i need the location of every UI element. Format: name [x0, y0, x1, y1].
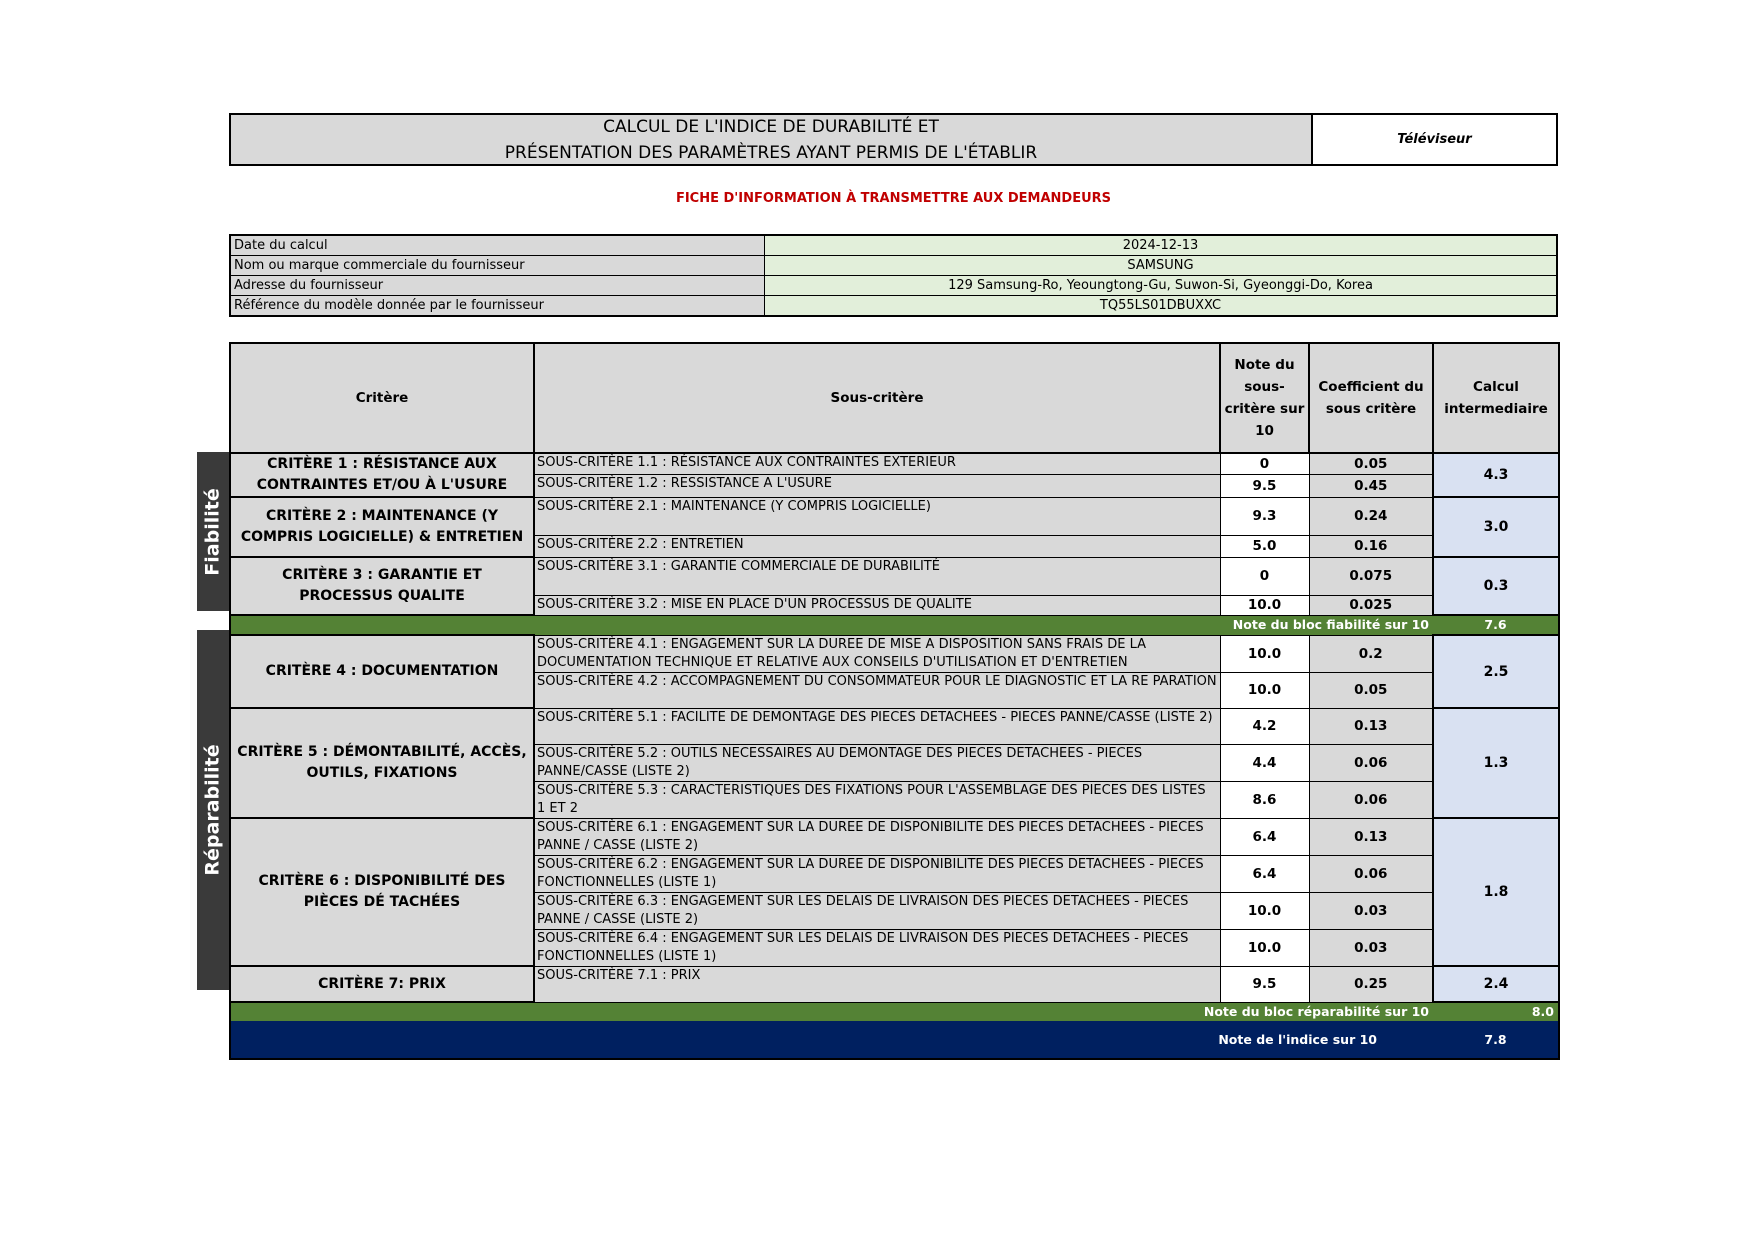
col-header-critere: Critère	[230, 343, 534, 453]
subcriterion-note: 8.6	[1220, 781, 1309, 818]
info-label: Date du calcul	[230, 235, 765, 256]
document-header	[229, 113, 1558, 166]
subcriterion-coef: 0.45	[1309, 474, 1433, 497]
section-fiabilite-label	[197, 452, 229, 611]
col-header-calc: Calcul intermediaire	[1433, 343, 1559, 453]
criterion-name: CRITÈRE 6 : DISPONIBILITÉ DES PIÈCES DÉ TACHÉES	[230, 818, 534, 966]
subcriterion-coef: 0.03	[1309, 892, 1433, 929]
table-row	[230, 453, 1559, 474]
info-value: 2024-12-13	[765, 235, 1558, 256]
col-header-sous-critere: Sous-critère	[534, 343, 1220, 453]
section-reparabilite-label	[197, 630, 229, 990]
subcriterion-note: 4.2	[1220, 708, 1309, 744]
col-header-coef: Coefficient du sous critère	[1309, 343, 1433, 453]
criterion-name: CRITÈRE 2 : MAINTENANCE (Y COMPRIS LOGICIELLE) & ENTRETIEN	[230, 497, 534, 557]
subcriterion-label: SOUS-CRITÈRE 1.2 : RESSISTANCE A L'USURE	[534, 474, 1220, 497]
criterion-calc: 3.0	[1433, 497, 1559, 557]
table-row	[230, 497, 1559, 535]
subcriterion-label: SOUS-CRITÈRE 1.1 : RÉSISTANCE AUX CONTRAINTES EXTERIEUR	[534, 453, 1220, 474]
document-subtitle: FICHE D'INFORMATION À TRANSMETTRE AUX DEMANDEURS	[675, 191, 1112, 206]
table-row	[230, 966, 1559, 1002]
section-reparabilite-text: Réparabilité	[202, 744, 224, 876]
index-value: 7.8	[1433, 1021, 1559, 1059]
subcriterion-note: 0	[1220, 557, 1309, 595]
subcriterion-label: SOUS-CRITÈRE 4.1 : ENGAGEMENT SUR LA DUREE DE MISE A DISPOSITION SANS FRAIS DE LA DOCUMENTATION TECHNIQUE ET RELATIVE AUX CONSEILS D'UTILISATION ET D'ENTRETIEN	[534, 635, 1220, 672]
subcriterion-label: SOUS-CRITÈRE 3.2 : MISE EN PLACE D'UN PROCESSUS DE QUALITE	[534, 595, 1220, 615]
criterion-name: CRITÈRE 7: PRIX	[230, 966, 534, 1002]
durability-index-table	[229, 342, 1560, 1060]
info-value: SAMSUNG	[765, 256, 1558, 276]
index-row	[230, 1021, 1559, 1059]
criterion-calc: 2.4	[1433, 966, 1559, 1002]
criterion-name: CRITÈRE 1 : RÉSISTANCE AUX CONTRAINTES ET/OU À L'USURE	[230, 453, 534, 497]
subcriterion-label: SOUS-CRITÈRE 6.3 : ENGAGEMENT SUR LES DELAIS DE LIVRAISON DES PIECES DETACHEES - PIECES PANNE / CASSE (LISTE 2)	[534, 892, 1220, 929]
subcriterion-note: 6.4	[1220, 855, 1309, 892]
table-row	[230, 708, 1559, 744]
subcriterion-label: SOUS-CRITÈRE 6.1 : ENGAGEMENT SUR LA DUREE DE DISPONIBILITE DES PIECES DETACHEES - PIECES PANNE / CASSE (LISTE 2)	[534, 818, 1220, 855]
subcriterion-label: SOUS-CRITÈRE 6.4 : ENGAGEMENT SUR LES DELAIS DE LIVRAISON DES PIECES DETACHEES - PIECES FONCTIONNELLES (LISTE 1)	[534, 929, 1220, 966]
subcriterion-label: SOUS-CRITÈRE 5.2 : OUTILS NECESSAIRES AU DEMONTAGE DES PIECES DETACHEES - PIECES PANNE/CASSE (LISTE 2)	[534, 744, 1220, 781]
info-label: Nom ou marque commerciale du fournisseur	[230, 256, 765, 276]
index-label: Note de l'indice sur 10	[230, 1021, 1433, 1059]
subcriterion-label: SOUS-CRITÈRE 7.1 : PRIX	[534, 966, 1220, 1002]
subcriterion-label: SOUS-CRITÈRE 6.2 : ENGAGEMENT SUR LA DUREE DE DISPONIBILITE DES PIECES DETACHEES - PIECES FONCTIONNELLES (LISTE 1)	[534, 855, 1220, 892]
subcriterion-note: 10.0	[1220, 595, 1309, 615]
subcriterion-coef: 0.13	[1309, 708, 1433, 744]
info-value: 129 Samsung-Ro, Yeoungtong-Gu, Suwon-Si, Gyeonggi-Do, Korea	[765, 276, 1558, 296]
table-header-row	[230, 343, 1559, 453]
subcriterion-label: SOUS-CRITÈRE 2.2 : ENTRETIEN	[534, 535, 1220, 557]
criterion-name: CRITÈRE 5 : DÉMONTABILITÉ, ACCÈS, OUTILS, FIXATIONS	[230, 708, 534, 818]
document-title	[231, 115, 1313, 164]
criterion-calc: 2.5	[1433, 635, 1559, 708]
supplier-info-table	[229, 234, 1558, 317]
section-fiabilite-text: Fiabilité	[202, 487, 225, 576]
subcriterion-note: 10.0	[1220, 635, 1309, 672]
subcriterion-label: SOUS-CRITÈRE 5.3 : CARACTERISTIQUES DES FIXATIONS POUR L'ASSEMBLAGE DES PIECES DES LISTES 1 ET 2	[534, 781, 1220, 818]
subcriterion-coef: 0.25	[1309, 966, 1433, 1002]
subcriterion-label: SOUS-CRITÈRE 2.1 : MAINTENANCE (Y COMPRIS LOGICIELLE)	[534, 497, 1220, 535]
subcriterion-coef: 0.2	[1309, 635, 1433, 672]
subcriterion-note: 9.5	[1220, 474, 1309, 497]
subcriterion-note: 6.4	[1220, 818, 1309, 855]
col-header-note: Note du sous-critère sur 10	[1220, 343, 1309, 453]
criterion-calc: 1.8	[1433, 818, 1559, 966]
subcriterion-note: 5.0	[1220, 535, 1309, 557]
bloc-fiabilite-value: 7.6	[1433, 615, 1559, 635]
subcriterion-note: 10.0	[1220, 929, 1309, 966]
criterion-calc: 1.3	[1433, 708, 1559, 818]
title-line-1: CALCUL DE L'INDICE DE DURABILITÉ ET	[603, 116, 939, 137]
subcriterion-coef: 0.06	[1309, 781, 1433, 818]
subcriterion-note: 4.4	[1220, 744, 1309, 781]
subcriterion-note: 9.3	[1220, 497, 1309, 535]
criterion-name: CRITÈRE 3 : GARANTIE ET PROCESSUS QUALITE	[230, 557, 534, 615]
subcriterion-label: SOUS-CRITÈRE 3.1 : GARANTIE COMMERCIALE DE DURABILITÉ	[534, 557, 1220, 595]
subcriterion-label: SOUS-CRITÈRE 5.1 : FACILITE DE DEMONTAGE DES PIECES DETACHEES - PIECES PANNE/CASSE (LISTE 2)	[534, 708, 1220, 744]
subcriterion-note: 0	[1220, 453, 1309, 474]
subcriterion-note: 10.0	[1220, 672, 1309, 708]
criterion-calc: 4.3	[1433, 453, 1559, 497]
bloc-reparabilite-value: 8.0	[1433, 1002, 1559, 1021]
bloc-reparabilite-label: Note du bloc réparabilité sur 10	[230, 1002, 1433, 1021]
subcriterion-coef: 0.13	[1309, 818, 1433, 855]
criterion-name: CRITÈRE 4 : DOCUMENTATION	[230, 635, 534, 708]
table-row	[230, 557, 1559, 595]
table-row	[230, 635, 1559, 672]
bloc-fiabilite-label: Note du bloc fiabilité sur 10	[230, 615, 1433, 635]
criterion-calc: 0.3	[1433, 557, 1559, 615]
subcriterion-coef: 0.24	[1309, 497, 1433, 535]
bloc-reparabilite-row	[230, 1002, 1559, 1021]
info-row	[230, 256, 1557, 276]
info-row	[230, 276, 1557, 296]
info-label: Adresse du fournisseur	[230, 276, 765, 296]
subcriterion-coef: 0.075	[1309, 557, 1433, 595]
subcriterion-coef: 0.06	[1309, 855, 1433, 892]
info-row	[230, 296, 1557, 317]
subcriterion-coef: 0.16	[1309, 535, 1433, 557]
product-type: Téléviseur	[1397, 132, 1472, 147]
subcriterion-coef: 0.03	[1309, 929, 1433, 966]
subcriterion-note: 9.5	[1220, 966, 1309, 1002]
info-row	[230, 235, 1557, 256]
subcriterion-label: SOUS-CRITÈRE 4.2 : ACCOMPAGNEMENT DU CONSOMMATEUR POUR LE DIAGNOSTIC ET LA RE PARATION	[534, 672, 1220, 708]
subcriterion-coef: 0.06	[1309, 744, 1433, 781]
subcriterion-coef: 0.05	[1309, 672, 1433, 708]
subcriterion-note: 10.0	[1220, 892, 1309, 929]
info-label: Référence du modèle donnée par le fournisseur	[230, 296, 765, 317]
subcriterion-coef: 0.05	[1309, 453, 1433, 474]
title-line-2: PRÉSENTATION DES PARAMÈTRES AYANT PERMIS DE L'ÉTABLIR	[504, 142, 1038, 163]
bloc-fiabilite-row	[230, 615, 1559, 635]
info-value: TQ55LS01DBUXXC	[765, 296, 1558, 317]
subcriterion-coef: 0.025	[1309, 595, 1433, 615]
table-row	[230, 818, 1559, 855]
